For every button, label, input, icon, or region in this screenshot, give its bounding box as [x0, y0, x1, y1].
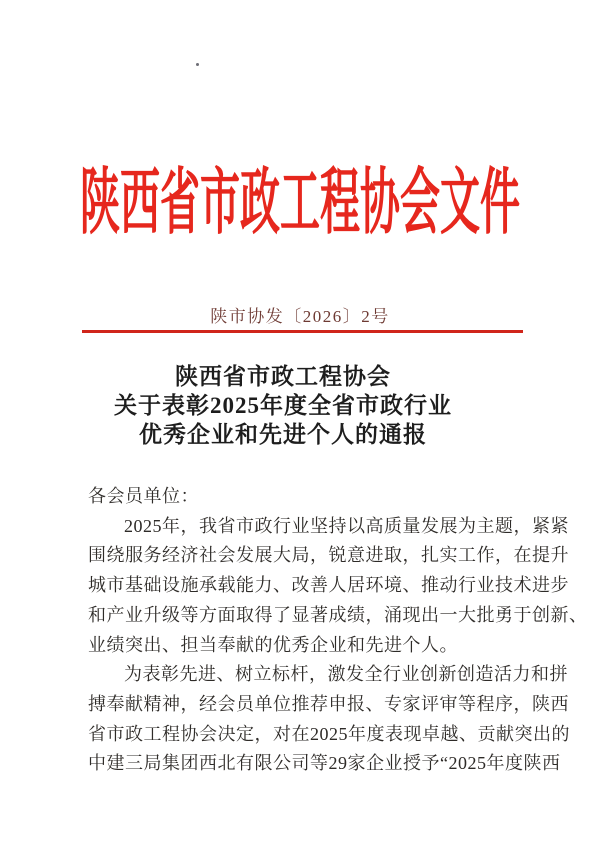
scan-speck-artifact [196, 63, 199, 66]
paragraph-2-line: 为表彰先进、树立标杆，激发全行业创新创造活力和拼 [124, 664, 568, 685]
paragraph-2-line: 省市政工程协会决定，对在2025年度表现卓越、贡献突出的 [88, 723, 570, 744]
red-divider-line [82, 330, 523, 333]
letterhead-title: 陕西省市政工程协会文件 [80, 162, 520, 244]
document-body [88, 482, 588, 779]
heading-line-3: 优秀企业和先进个人的通报 [139, 422, 427, 447]
paragraph-1-line: 2025年，我省市政行业坚持以高质量发展为主题，紧紧 [124, 515, 569, 536]
paragraph-2-line: 搏奉献精神，经会员单位推荐申报、专家评审等程序，陕西 [88, 693, 569, 714]
heading-line-1: 陕西省市政工程协会 [175, 364, 391, 389]
salutation: 各会员单位： [88, 486, 199, 506]
paragraph-1-line: 和产业升级等方面取得了显著成绩，涌现出一大批勇于创新、 [88, 604, 588, 625]
heading-line-2: 关于表彰2025年度全省市政行业 [114, 393, 452, 418]
paragraph-1-line: 城市基础设施承载能力、改善人居环境、推动行业技术进步 [88, 575, 569, 596]
document-number: 陕市协发〔2026〕2号 [210, 307, 390, 326]
letterhead [0, 162, 600, 244]
document-heading [0, 362, 583, 449]
paragraph-1-line: 业绩突出、担当奉献的优秀企业和先进个人。 [88, 634, 458, 655]
paragraph-2-line: 中建三局集团西北有限公司等29家企业授予“2025年度陕西 [88, 753, 561, 774]
paragraph-1-line: 围绕服务经济社会发展大局，锐意进取，扎实工作，在提升 [88, 545, 569, 566]
